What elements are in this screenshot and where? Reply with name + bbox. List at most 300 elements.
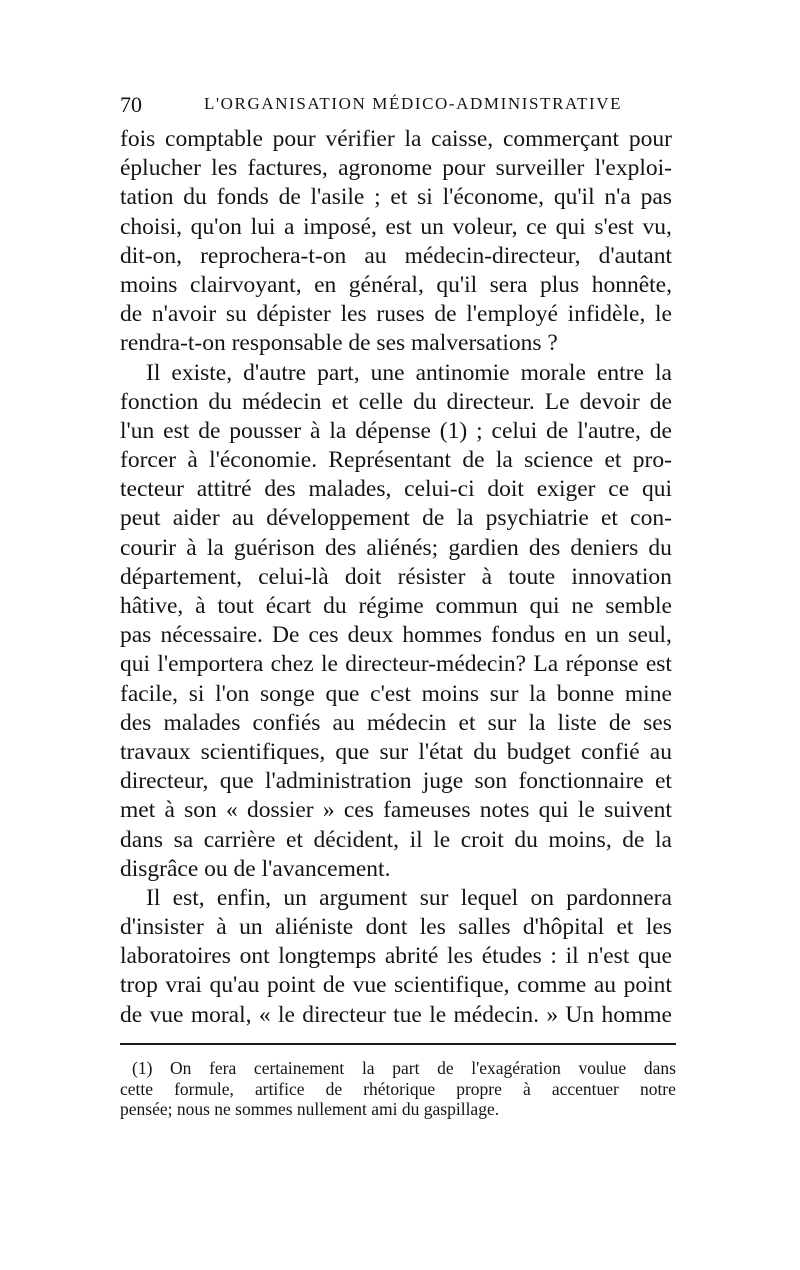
word: un — [595, 622, 620, 649]
word: qui — [555, 213, 586, 240]
word: l'économie. — [209, 447, 318, 474]
text-line — [120, 767, 672, 796]
word: moins — [120, 271, 178, 298]
word: son — [184, 797, 217, 824]
word: dépense — [355, 417, 431, 444]
word: l'économe, — [442, 184, 545, 211]
word: sur — [487, 709, 517, 736]
word: formule, — [174, 1078, 234, 1099]
word: vrai — [165, 972, 202, 999]
page-header — [120, 92, 680, 120]
word: au — [332, 709, 355, 736]
word: et — [286, 826, 303, 853]
text-line — [120, 826, 672, 855]
word: « — [258, 1001, 271, 1028]
text-line — [120, 359, 672, 388]
word: choisi, — [120, 213, 183, 240]
running-head: L'ORGANISATION MÉDICO-ADMINISTRATIVE — [204, 94, 623, 113]
word: au — [364, 242, 387, 269]
word: est, — [172, 884, 205, 911]
word: qui — [529, 593, 560, 619]
word: médecin — [366, 709, 447, 736]
word: factures, — [247, 155, 328, 182]
word: dans — [643, 1058, 676, 1078]
word: régime — [358, 593, 424, 619]
word: seul, — [628, 622, 672, 649]
word: d'autre — [243, 359, 307, 386]
word: qu'il — [436, 271, 478, 298]
word: pousser — [229, 417, 302, 444]
word: l'asile — [310, 184, 365, 211]
word: aliéniste — [274, 914, 354, 941]
word: fonctionnaire — [518, 768, 644, 795]
text-line — [120, 592, 672, 621]
word: agronome — [338, 155, 433, 182]
word: ces — [308, 622, 339, 649]
word: écart — [265, 593, 312, 619]
word: Représentant — [328, 447, 452, 474]
word: dit-on, — [120, 242, 183, 269]
text-line — [120, 504, 672, 533]
word: d'autant — [598, 242, 672, 269]
word: point — [266, 972, 316, 999]
word: pour — [272, 126, 316, 152]
word: deniers — [570, 534, 639, 561]
word: le — [320, 651, 338, 678]
word: hommes — [402, 622, 483, 649]
word: dépister — [256, 301, 331, 328]
word: le — [433, 826, 451, 853]
word: la — [495, 447, 513, 474]
word: résister — [397, 563, 466, 590]
word: Le — [544, 388, 570, 415]
word: peut — [120, 505, 161, 532]
text-line — [120, 446, 672, 475]
word: facile, — [120, 680, 179, 707]
word: celui — [491, 417, 538, 444]
word: des — [324, 534, 357, 561]
word: trop — [120, 972, 158, 999]
word: des — [528, 534, 561, 561]
word: et — [458, 709, 476, 736]
word: directeur — [302, 1001, 386, 1028]
word: commerçant — [502, 126, 620, 152]
word: des — [120, 709, 152, 736]
word: n'est — [587, 943, 630, 970]
word: sur — [379, 738, 409, 765]
word: doit — [487, 476, 524, 503]
text-line — [120, 242, 672, 271]
word: travaux — [120, 738, 191, 765]
word: malades, — [308, 476, 392, 503]
word: « — [226, 797, 238, 824]
word: pour — [628, 126, 672, 152]
word: de — [322, 972, 346, 999]
word: part — [392, 1058, 420, 1078]
word: toute — [508, 563, 556, 590]
word: du — [648, 534, 672, 561]
word: à — [186, 534, 197, 561]
word: et — [600, 505, 618, 532]
word: la — [456, 505, 474, 532]
word: réponse — [565, 651, 639, 678]
word: notes — [479, 797, 530, 824]
word: juge — [422, 768, 464, 795]
word: département, — [120, 563, 243, 590]
word: en — [564, 622, 587, 649]
word: part, — [317, 359, 360, 386]
text-line — [120, 738, 672, 767]
word: entre — [596, 359, 644, 386]
word: directeur. — [446, 388, 535, 415]
word: aider — [172, 505, 220, 532]
word: la — [206, 534, 224, 561]
word: ont — [239, 943, 270, 970]
word: (1) — [439, 417, 468, 444]
word: ce — [608, 476, 630, 503]
text-line: rendra-t-on responsable de ses malversations ? — [120, 330, 558, 357]
word: tation — [120, 184, 174, 211]
word: des — [264, 476, 296, 503]
word: du — [183, 184, 207, 211]
word: exiger — [536, 476, 596, 503]
word: chez — [270, 651, 314, 678]
word: On — [170, 1058, 192, 1078]
word: fois — [120, 126, 156, 152]
word: voleur, — [452, 213, 518, 240]
word: antinomie — [415, 359, 510, 386]
word: moins, — [548, 826, 612, 853]
word: attitré — [196, 476, 252, 503]
word: de — [198, 417, 221, 444]
word: (1) — [132, 1058, 153, 1078]
word: ces — [343, 797, 374, 824]
word: dossier — [247, 797, 314, 824]
text-line — [120, 271, 672, 300]
word: courir — [120, 534, 177, 561]
word: fera — [209, 1058, 237, 1078]
word: les — [645, 914, 672, 941]
word: tue — [393, 1001, 422, 1028]
word: directeur-médecin? — [345, 651, 527, 678]
word: accentuer — [551, 1078, 619, 1099]
word: développement — [266, 505, 410, 532]
word: ce — [526, 213, 547, 240]
word: et — [390, 184, 408, 211]
word: celui-là — [258, 563, 329, 590]
word: les — [419, 914, 446, 941]
word: éplucher — [120, 155, 201, 182]
word: fondus — [491, 622, 556, 649]
word: homme — [601, 1001, 672, 1028]
word: vue — [352, 972, 387, 999]
word: comme — [517, 972, 587, 999]
word: bonne — [556, 680, 615, 707]
word: malades — [163, 709, 241, 736]
word: clairvoyant, — [189, 271, 302, 298]
word: est — [645, 651, 672, 678]
footnote-line: pensée; nous ne sommes nullement ami du gaspillage. — [120, 1099, 500, 1119]
word: surveiller — [495, 155, 585, 182]
word: à — [309, 417, 321, 444]
word: la — [361, 1058, 375, 1078]
word: lui — [250, 213, 276, 240]
word: qu'il — [553, 184, 595, 211]
word: deux — [347, 622, 394, 649]
word: croit — [460, 826, 504, 853]
word: de — [120, 1001, 143, 1028]
word: sera — [489, 271, 528, 298]
word: voulue — [578, 1058, 627, 1078]
word: l'emportera — [157, 651, 264, 678]
word: médecin — [241, 388, 322, 415]
text-line — [120, 183, 672, 212]
text-line — [120, 154, 672, 183]
word: la — [654, 359, 672, 386]
word: du — [473, 738, 497, 765]
word: forcer — [120, 447, 177, 474]
word: la — [655, 826, 672, 853]
word: honnête, — [591, 271, 672, 298]
word: certainement — [253, 1058, 345, 1078]
word: qu'on — [190, 213, 242, 240]
text-line — [120, 125, 672, 154]
word: de — [325, 1078, 343, 1099]
word: du — [413, 388, 437, 415]
word: l'état — [418, 738, 464, 765]
word: que — [335, 738, 370, 765]
text-line — [120, 884, 672, 913]
text-line — [120, 475, 672, 504]
word: que — [638, 943, 672, 970]
word: s'est — [594, 213, 634, 240]
text-line — [120, 213, 672, 242]
word: aliénés; — [366, 534, 439, 561]
word: reprochera-t-on — [200, 242, 347, 269]
word: le — [429, 1001, 447, 1028]
word: salles — [458, 914, 511, 941]
word: de — [278, 184, 301, 211]
word: et — [616, 914, 634, 941]
word: a — [284, 213, 295, 240]
word: il — [409, 826, 423, 853]
word: pardonnera — [566, 884, 672, 911]
word: études — [481, 943, 542, 970]
text-line — [120, 913, 672, 942]
word: médecin. — [453, 1001, 539, 1028]
word: de — [437, 1058, 454, 1078]
word: n'avoir — [151, 301, 217, 328]
text-line: disgrâce ou de l'avancement. — [120, 855, 391, 882]
word: il — [565, 943, 579, 970]
word: au — [231, 505, 255, 532]
word: Il — [146, 359, 161, 386]
word: ne — [571, 593, 594, 619]
word: n'a — [604, 184, 631, 211]
word: si — [188, 680, 205, 707]
word: cette — [120, 1078, 154, 1099]
word: lequel — [460, 884, 519, 911]
word: abrité — [384, 943, 439, 970]
word: on — [530, 884, 554, 911]
word: » — [322, 797, 335, 824]
word: d'insister — [120, 914, 204, 941]
word: nécessaire. — [160, 622, 263, 649]
word: son — [474, 768, 508, 795]
word: dans — [120, 826, 164, 853]
word: sa — [173, 826, 194, 853]
word: et — [604, 447, 622, 474]
word: confié — [580, 738, 640, 765]
word: imposé, — [303, 213, 377, 240]
word: du — [323, 593, 347, 619]
word: à — [164, 797, 175, 824]
word: carrière — [203, 826, 276, 853]
word: moral, — [190, 1001, 252, 1028]
text-line — [120, 300, 672, 329]
word: un — [239, 914, 263, 941]
word: de — [434, 301, 457, 328]
word: un — [283, 884, 307, 911]
word: propre — [456, 1078, 502, 1099]
word: infidèle, — [567, 301, 646, 328]
word: comptable — [165, 126, 263, 152]
word: directeur, — [120, 768, 209, 795]
word: con- — [630, 505, 672, 532]
word: la — [529, 680, 547, 707]
word: qu'au — [209, 972, 260, 999]
word: à — [216, 914, 227, 941]
word: De — [271, 622, 300, 649]
word: songe — [260, 680, 315, 707]
word: de — [649, 417, 672, 444]
word: au — [649, 738, 672, 765]
word: ruses — [376, 301, 425, 328]
word: du — [514, 826, 538, 853]
word: caisse, — [431, 126, 494, 152]
word: pas — [640, 184, 672, 211]
word: : — [550, 943, 557, 970]
word: l'on — [215, 680, 250, 707]
word: celui-ci — [404, 476, 475, 503]
word: à — [522, 1078, 531, 1099]
word: de — [622, 826, 645, 853]
word: la — [329, 417, 347, 444]
word: dont — [365, 914, 408, 941]
word: liste — [557, 709, 597, 736]
word: mine — [624, 680, 672, 707]
word: général, — [348, 271, 424, 298]
word: longtemps — [278, 943, 377, 970]
word: de — [120, 301, 143, 328]
word: médecin-directeur, — [404, 242, 581, 269]
word: de — [608, 709, 632, 736]
word: met — [120, 797, 156, 824]
word: les — [446, 943, 474, 970]
word: que — [325, 680, 360, 707]
word: sur — [489, 680, 519, 707]
text-line — [120, 971, 672, 1000]
footnote-line — [120, 1079, 676, 1100]
word: de — [546, 417, 569, 444]
word: fameuses — [383, 797, 471, 824]
word: semble — [605, 593, 672, 619]
word: une — [370, 359, 405, 386]
word: c'est — [370, 680, 411, 707]
word: le — [277, 1001, 295, 1028]
word: sur — [419, 884, 449, 911]
word: enfin, — [216, 884, 272, 911]
text-line — [120, 942, 672, 971]
word: de — [422, 505, 445, 532]
word: et — [331, 388, 349, 415]
word: les — [340, 301, 367, 328]
word: argument — [319, 884, 408, 911]
word: un — [420, 213, 444, 240]
word: ; — [476, 417, 483, 444]
word: tecteur — [120, 476, 184, 503]
word: budget — [506, 738, 571, 765]
text-line — [120, 796, 672, 825]
body-text — [120, 125, 672, 1030]
word: » — [546, 1001, 559, 1028]
word: et — [655, 768, 672, 795]
word: Il — [146, 884, 161, 911]
word: vérifier — [325, 126, 395, 152]
word: le — [577, 797, 595, 824]
word: moins — [421, 680, 480, 707]
word: en — [314, 271, 337, 298]
word: de — [649, 388, 672, 415]
text-line — [120, 621, 672, 650]
word: confiés — [252, 709, 321, 736]
word: existe, — [171, 359, 233, 386]
word: guérison — [233, 534, 315, 561]
word: à — [195, 593, 206, 619]
text-line — [120, 650, 672, 679]
word: doit — [344, 563, 382, 590]
word: l'exagération — [471, 1058, 561, 1078]
word: d'hôpital — [522, 914, 605, 941]
word: pas — [120, 622, 152, 649]
word: au — [593, 972, 617, 999]
text-line — [120, 417, 672, 446]
word: que — [219, 768, 254, 795]
text-line — [120, 1001, 672, 1030]
word: du — [208, 388, 232, 415]
word: la — [528, 709, 546, 736]
footnote — [120, 1058, 676, 1120]
word: notre — [639, 1078, 676, 1099]
word: plus — [540, 271, 580, 298]
word: l'autre, — [577, 417, 641, 444]
word: tout — [217, 593, 254, 619]
word: ses — [643, 709, 672, 736]
text-line — [120, 709, 672, 738]
word: l'employé — [466, 301, 558, 328]
word: commun — [435, 593, 518, 619]
word: vue — [149, 1001, 184, 1028]
word: décident, — [313, 826, 400, 853]
word: innovation — [571, 563, 672, 590]
word: laboratoires — [120, 943, 231, 970]
word: qui — [120, 651, 151, 678]
footnote-rule — [120, 1043, 676, 1045]
word: qui — [538, 797, 569, 824]
text-line — [120, 563, 672, 592]
word: fonction — [120, 388, 199, 415]
word: est — [163, 417, 190, 444]
